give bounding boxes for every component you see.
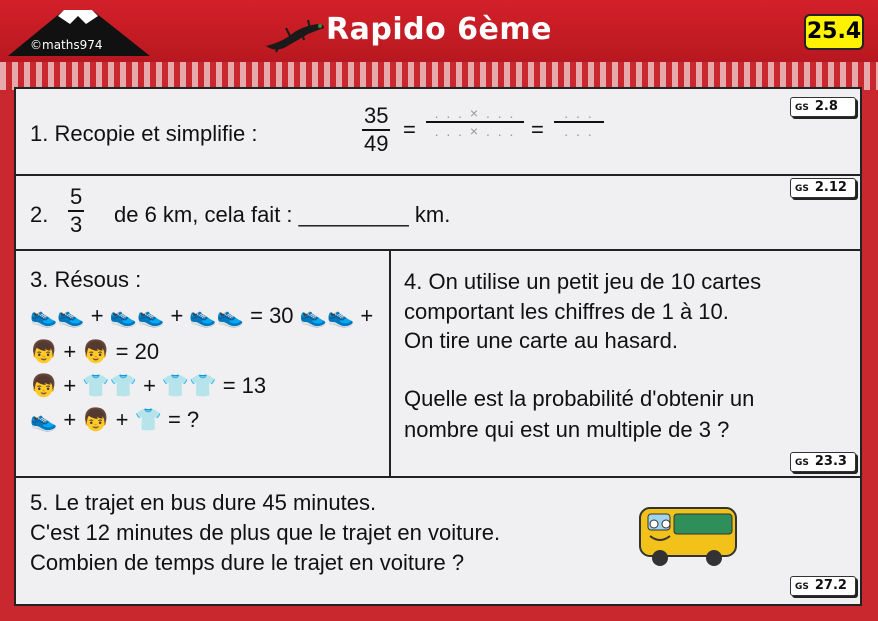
child-face-icon: 👦: [30, 373, 58, 398]
gs-prefix: GS: [795, 103, 809, 113]
sneakers-icon: 👟👟: [109, 303, 165, 328]
gs-badge-q5: [790, 576, 856, 596]
page-title: Rapido 6ème: [326, 12, 552, 47]
question-5: [16, 478, 860, 604]
gs-value: 27.2: [814, 578, 847, 593]
q3-op: = 20: [115, 339, 160, 364]
q1-blank-fraction: [426, 105, 524, 139]
q2-number: 2.: [30, 202, 49, 227]
q2-numerator: 5: [68, 184, 84, 212]
q3-line-4: [30, 407, 199, 433]
q3-op: = ?: [167, 407, 200, 432]
gecko-icon: [262, 16, 328, 54]
q3-op: = 30: [250, 303, 294, 328]
q1-numerator: 35: [362, 103, 390, 131]
exercise-panel: [14, 87, 862, 606]
sneakers-icon: 👟: [30, 407, 58, 432]
q3-op: +: [170, 303, 184, 328]
copyright-text: ©maths974: [30, 38, 103, 52]
tshirt-icon: 👕👕: [82, 373, 138, 398]
q3-op: = 13: [222, 373, 267, 398]
q4-line-1: 4. On utilise un petit jeu de 10 cartes: [404, 269, 762, 294]
gs-badge-q1: [790, 97, 856, 117]
q1-equals-1: =: [403, 117, 416, 142]
q3-op: +: [63, 373, 77, 398]
column-divider: [389, 251, 391, 476]
sneakers-icon: 👟👟: [189, 303, 245, 328]
q1-blank-numerator: . . . × . . .: [426, 105, 524, 123]
question-1: [16, 89, 860, 176]
gs-prefix: GS: [795, 582, 809, 592]
question-3-4: [16, 251, 860, 478]
code-badge: 25.4: [804, 14, 864, 50]
q3-line-2: [30, 339, 159, 365]
q1-result-denominator: . . .: [564, 123, 594, 139]
gs-prefix: GS: [795, 184, 809, 194]
gs-badge-q4: [790, 452, 856, 472]
tshirt-icon: 👕👕: [161, 373, 217, 398]
question-2: [16, 176, 860, 251]
child-face-icon: 👦: [82, 339, 110, 364]
q1-blank-denominator: . . . × . . .: [434, 123, 516, 139]
q3-line-3: [30, 373, 266, 399]
q3-op: +: [360, 303, 374, 328]
q1-equals-2: =: [531, 117, 544, 142]
gs-value: 2.12: [814, 180, 847, 195]
q1-denominator: 49: [364, 131, 389, 156]
q5-line-2: C'est 12 minutes de plus que le trajet en voiture.: [30, 520, 501, 545]
q1-result-fraction: [554, 105, 604, 139]
gs-badge-q2: [790, 178, 856, 198]
q5-line-3: Combien de temps dure le trajet en voiture ?: [30, 550, 465, 575]
q3-line-1: [30, 303, 373, 329]
child-face-icon: 👦: [30, 339, 58, 364]
decorative-pattern: [0, 62, 878, 90]
q3-op: +: [63, 339, 77, 364]
bus-icon: [638, 502, 738, 568]
gs-value: 23.3: [814, 454, 847, 469]
q5-line-1: 5. Le trajet en bus dure 45 minutes.: [30, 490, 377, 515]
child-face-icon: 👦: [82, 407, 110, 432]
q4-line-6: nombre qui est un multiple de 3 ?: [404, 417, 730, 442]
q4-line-5: Quelle est la probabilité d'obtenir un: [404, 386, 755, 411]
gs-value: 2.8: [814, 99, 838, 114]
q1-result-numerator: . . .: [554, 105, 604, 123]
gs-prefix: GS: [795, 458, 809, 468]
q3-op: +: [63, 407, 77, 432]
q3-title: 3. Résous :: [30, 267, 142, 292]
q4-line-2: comportant les chiffres de 1 à 10.: [404, 299, 729, 324]
q2-denominator: 3: [70, 212, 83, 237]
q2-text: de 6 km, cela fait : _________ km.: [114, 202, 451, 227]
sneakers-icon: 👟👟: [299, 303, 355, 328]
q4-line-3: On tire une carte au hasard.: [404, 328, 678, 353]
q3-op: +: [90, 303, 104, 328]
q3-op: +: [143, 373, 156, 398]
q1-prompt: 1. Recopie et simplifie :: [30, 121, 258, 146]
q1-fraction: [362, 103, 390, 157]
q3-op: +: [115, 407, 129, 432]
tshirt-icon: 👕: [134, 407, 162, 432]
sneakers-icon: 👟👟: [30, 303, 85, 328]
q2-fraction: [68, 184, 84, 238]
